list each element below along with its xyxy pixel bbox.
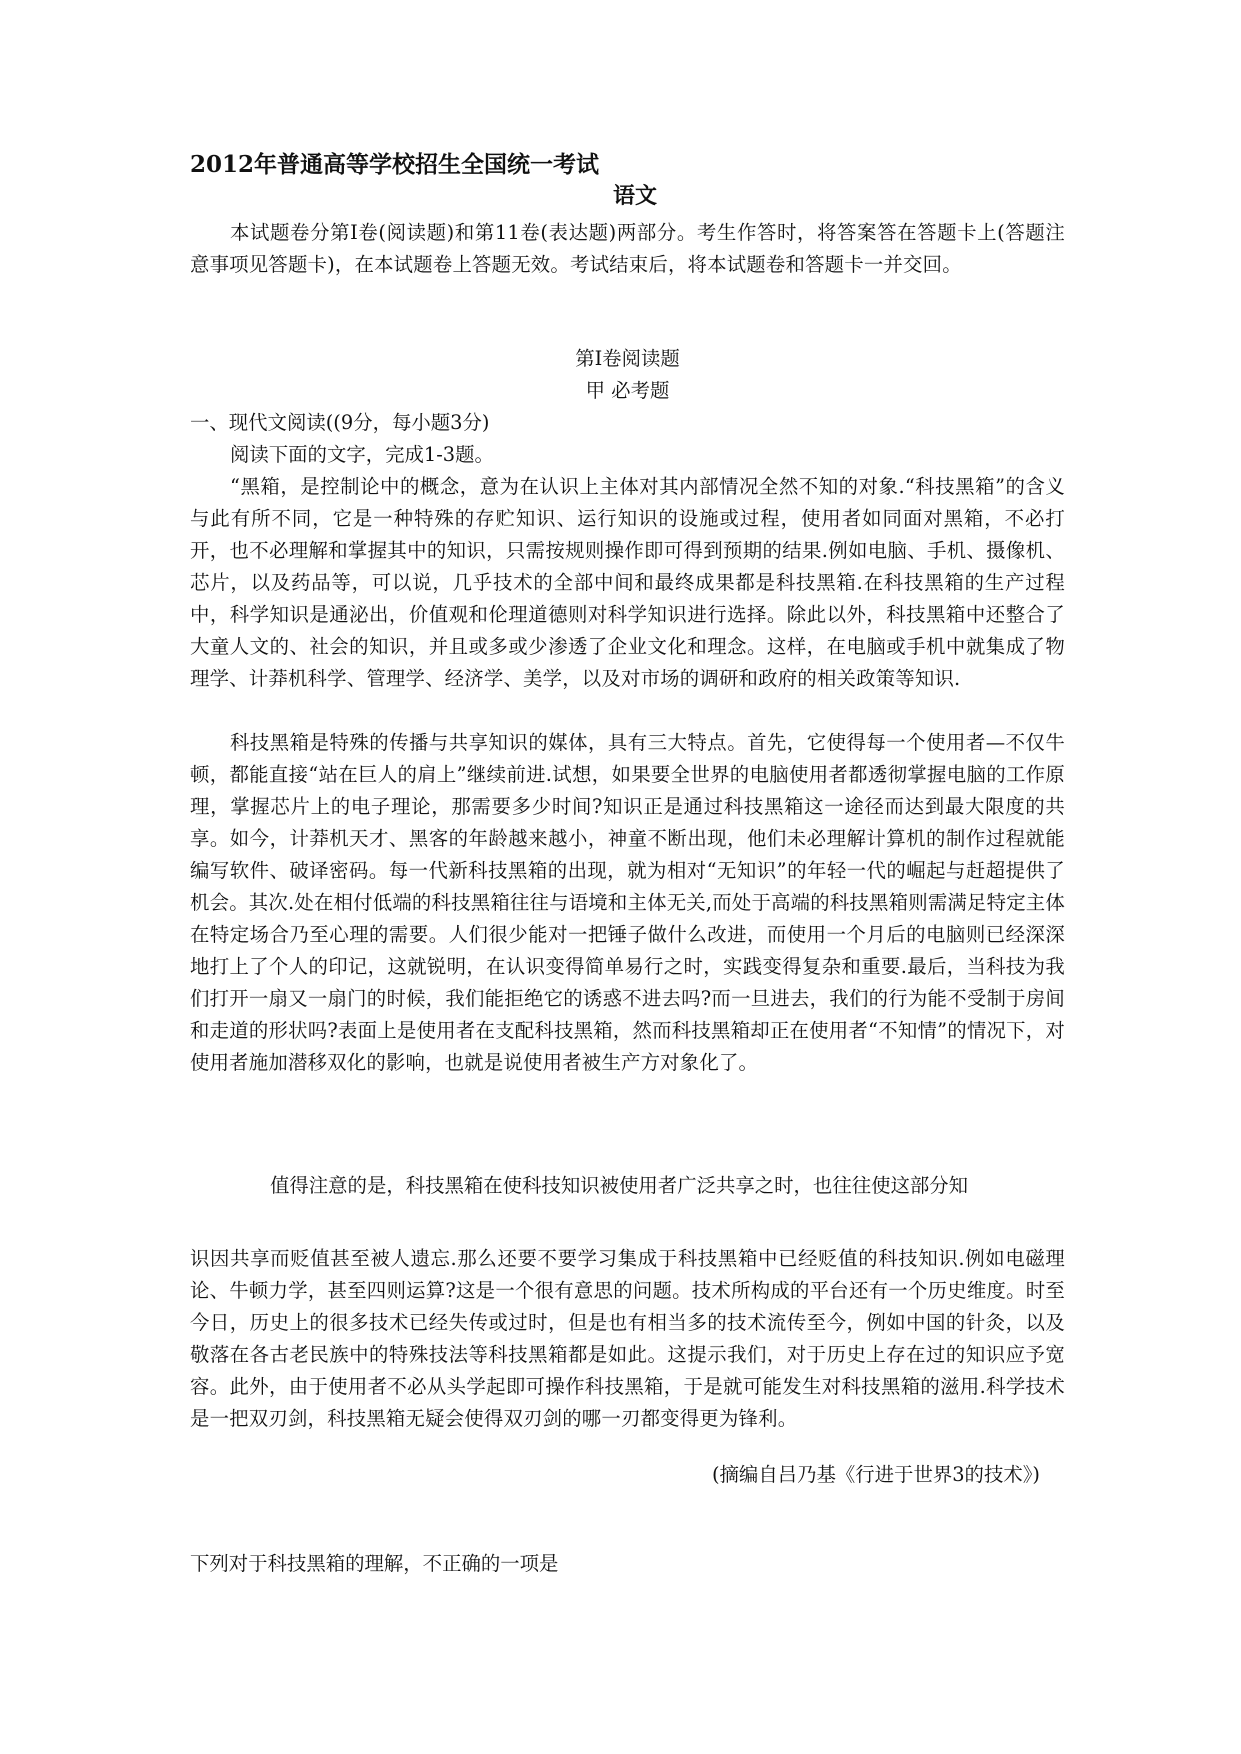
exam-title: 2012年普通高等学校招生全国统一考试 [190, 151, 600, 178]
volume-heading: 第Ⅰ卷阅读题 [575, 347, 680, 370]
passage-paragraph-3-first-line: 值得注意的是，科技黑箱在使科技知识被使用者广泛共享之时，也往往使这部分知 [270, 1174, 969, 1197]
passage-paragraph-1: “黑箱，是控制论中的概念，意为在认识上主体对其内部情况全然不知的对象.“科技黑箱”的含义与此有所不同，它是一种特殊的存贮知识、运行知识的设施或过程，使用者如同面对黑箱，不必打开，也不必理解和掌握其中的知识，只需按规则操作即可得到预期的结果.例如电脑、手机、摄像机、芯片，以及药品等，可以说，几乎技术的全部中间和最终成果都是科技黑箱.在科技黑箱的生产过程中，科学知识是通泌出，价值观和伦理道德则对科学知识进行选择。除此以外，科技黑箱中还整合了大童人文的、社会的知识，并且或多或少渗透了企业文化和理念。这样，在电脑或手机中就集成了物理学、计莽机科学、管理学、经济学、美学，以及对市场的调研和政府的相关政策等知识. [190, 475, 1065, 690]
passage-source: (摘编自吕乃基《行进于世界3的技术》) [711, 1463, 1040, 1486]
passage-paragraph-3: 识因共享而贬值甚至被人遗忘.那么还要不要学习集成于科技黑箱中已经贬值的科技知识.例如电磁理论、牛顿力学，甚至四则运算?这是一个很有意思的问题。技术所构成的平台还有一个历史维度。时至今日，历史上的很多技术已经失传或过时，但是也有相当多的技术流传至今，例如中国的针灸，以及敬落在各古老民族中的特殊技法等科技黑箱都是如此。这提示我们，对于历史上存在过的知识应予宽容。此外，由于使用者不必从头学起即可操作科技黑箱，于是就可能发生对科技黑箱的滋用.科学技术是一把双刃剑，科技黑箱无疑会使得双刃剑的哪一刃都变得更为锋利。 [190, 1247, 1065, 1430]
reading-instruction: 阅读下面的文字，完成1-3题。 [230, 443, 494, 466]
question-1-stem: 下列对于科技黑箱的理解，不正确的一项是 [190, 1552, 559, 1575]
required-section-heading: 甲 必考题 [585, 379, 670, 402]
subject-title: 语文 [612, 183, 657, 209]
part-title: 一、现代文阅读((9分，每小题3分) [190, 411, 490, 434]
exam-instructions: 本试题卷分第Ⅰ卷(阅读题)和第11卷(表达题)两部分。考生作答时，将答案答在答题卡上(答题注意事项见答题卡)，在本试题卷上答题无效。考试结束后，将本试题卷和答题卡一并交回。 [190, 221, 1065, 276]
passage-paragraph-2: 科技黑箱是特殊的传播与共享知识的媒体，具有三大特点。首先，它使得每一个使用者—不仅牛顿，都能直接“站在巨人的肩上”继续前进.试想，如果要全世界的电脑使用者都透彻掌握电脑的工作原理，掌握芯片上的电子理论，那需要多少时间?知识正是通过科技黑箱这一途径而达到最大限度的共享。如今，计莽机天才、黑客的年龄越来越小，神童不断出现，他们未必理解计算机的制作过程就能编写软件、破译密码。每一代新科技黑箱的出现，就为相对“无知识”的年轻一代的崛起与赶超提供了机会。其次.处在相付低端的科技黑箱往往与语境和主体无关,而处于高端的科技黑箱则需满足特定主体在特定场合乃至心理的需要。人们很少能对一把锤子做什么改进，而使用一个月后的电脑则已经深深地打上了个人的印记，这就锐明，在认识变得简单易行之时，实践变得复杂和重要.最后，当科技为我们打开一扇又一扇门的时候，我们能拒绝它的诱惑不进去吗?而一旦进去，我们的行为能不受制于房间和走道的形状吗?表面上是使用者在支配科技黑箱，然而科技黑箱却正在使用者“不知情”的情况下，对使用者施加潜移双化的影响，也就是说使用者被生产方对象化了。 [190, 731, 1065, 1074]
